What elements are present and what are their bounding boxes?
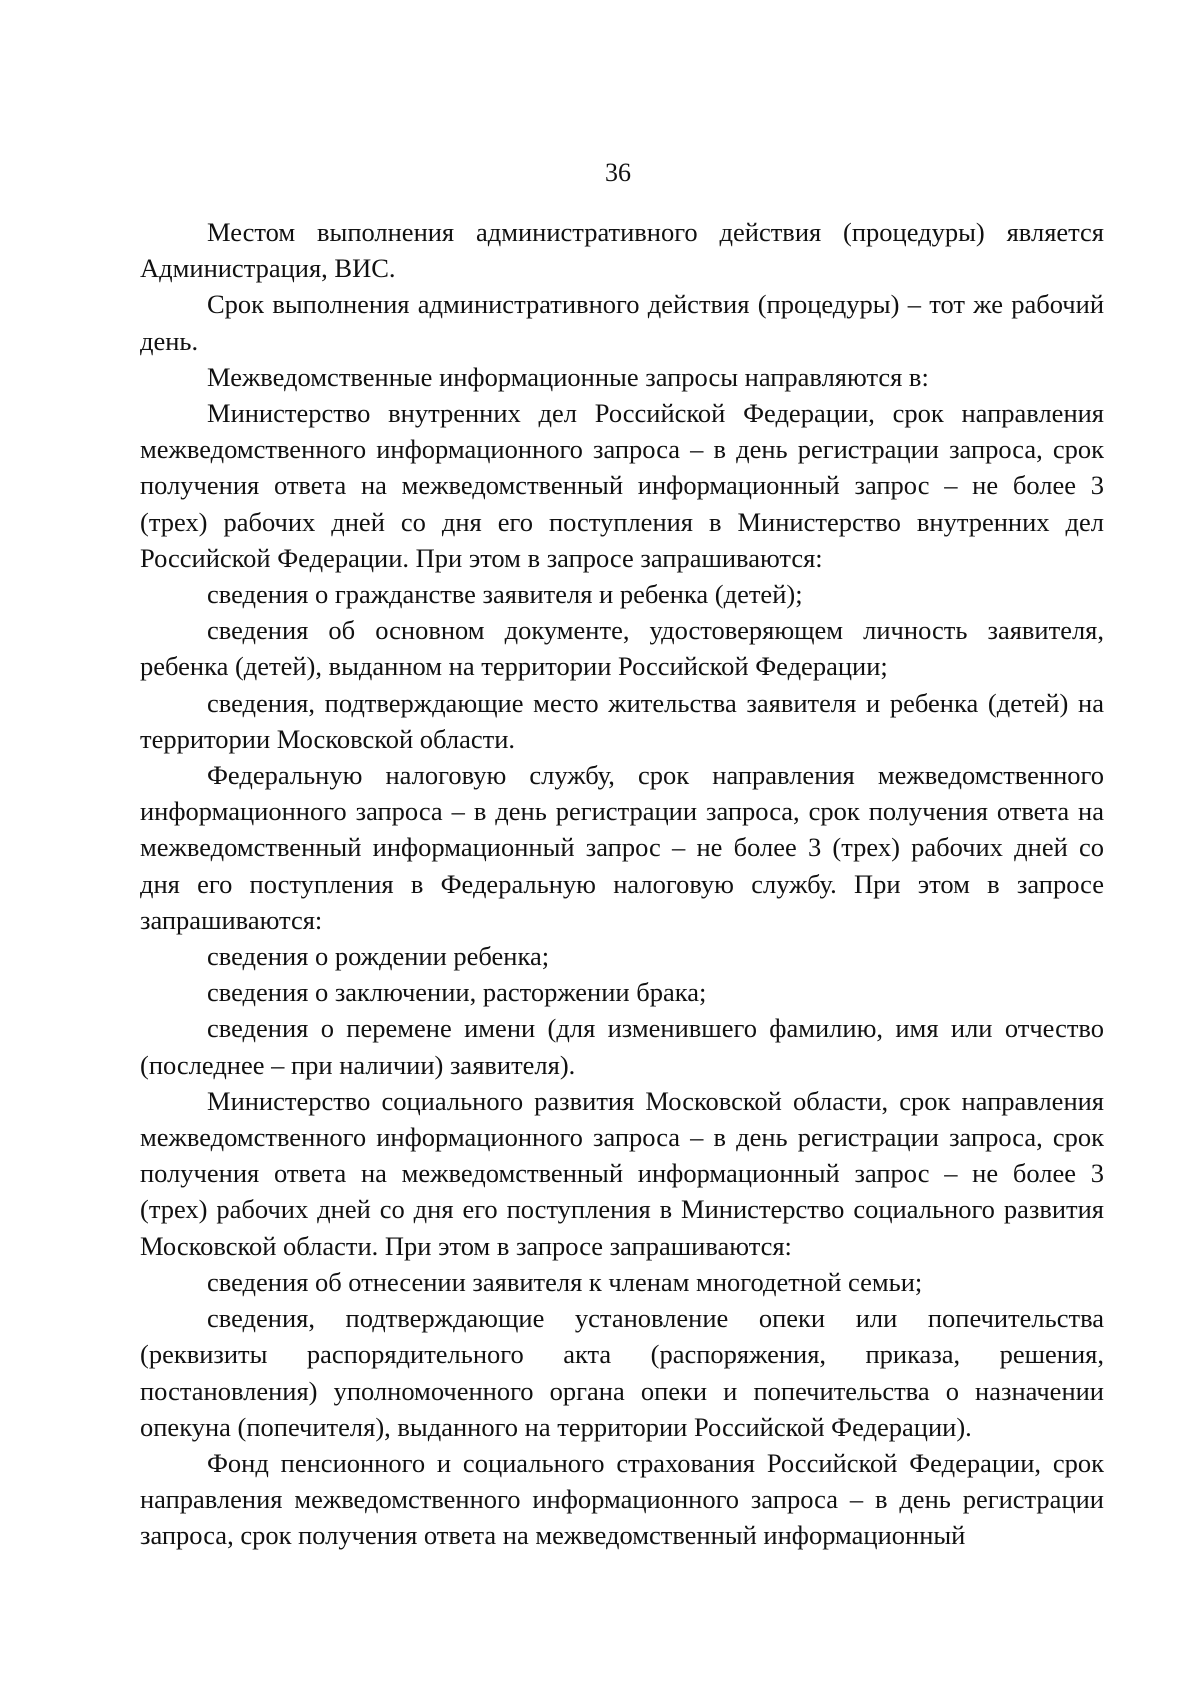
paragraph-fns: Федеральную налоговую службу, срок направления межведомственного информационного запроса – в день регистрации запроса, срок получения ответа на межведомственный информационный запрос – не более 3 (трех) рабочих дней со дня его поступления в Федеральную налоговую службу. При этом в запросе запрашиваются: — [140, 760, 1104, 935]
page-number: 36 — [605, 158, 631, 187]
paragraph-marriage: сведения о заключении, расторжении брака; — [207, 977, 707, 1008]
paragraph-place-of-execution: Местом выполнения административного действия (процедуры) является Администрация, ВИС. — [140, 217, 1104, 284]
paragraph-large-family: сведения об отнесении заявителя к членам многодетной семьи; — [207, 1266, 923, 1297]
paragraph-mvd: Министерство внутренних дел Российской Федерации, срок направления межведомственного информационного запроса – в день регистрации запроса, срок получения ответа на межведомственный информационный запрос – не более 3 (трех) рабочих дней со дня его поступления в Министерство внутренних дел Российской Федерации. При этом в запросе запрашиваются: — [140, 398, 1104, 573]
document-body — [140, 214, 1104, 1554]
paragraph-identity-document: сведения об основном документе, удостоверяющем личность заявителя, ребенка (детей), выданном на территории Российской Федерации; — [140, 615, 1104, 682]
paragraph-requests-intro: Межведомственные информационные запросы направляются в: — [207, 361, 929, 392]
paragraph-birth: сведения о рождении ребенка; — [207, 941, 550, 972]
paragraph-pension-fund: Фонд пенсионного и социального страхования Российской Федерации, срок направления межведомственного информационного запроса – в день регистрации запроса, срок получения ответа на межведомственный информационный — [140, 1447, 1104, 1551]
paragraph-guardianship: сведения, подтверждающие установление опеки или попечительства (реквизиты распорядительного акта (распоряжения, приказа, решения, постановления) уполномоченного органа опеки и попечительства о назначении опекуна (попечителя), выданного на территории Российской Федерации). — [140, 1303, 1104, 1442]
paragraph-execution-term: Срок выполнения административного действия (процедуры) – тот же рабочий день. — [140, 289, 1104, 356]
paragraph-residence: сведения, подтверждающие место жительства заявителя и ребенка (детей) на территории Московской области. — [140, 687, 1104, 754]
paragraph-minsoc: Министерство социального развития Московской области, срок направления межведомственного информационного запроса – в день регистрации запроса, срок получения ответа на межведомственный информационный запрос – не более 3 (трех) рабочих дней со дня его поступления в Министерство социального развития Московской области. При этом в запросе запрашиваются: — [140, 1085, 1104, 1261]
paragraph-citizenship: сведения о гражданстве заявителя и ребенка (детей); — [207, 579, 803, 610]
paragraph-name-change: сведения о перемене имени (для изменившего фамилию, имя или отчество (последнее – при наличии) заявителя). — [140, 1013, 1104, 1080]
